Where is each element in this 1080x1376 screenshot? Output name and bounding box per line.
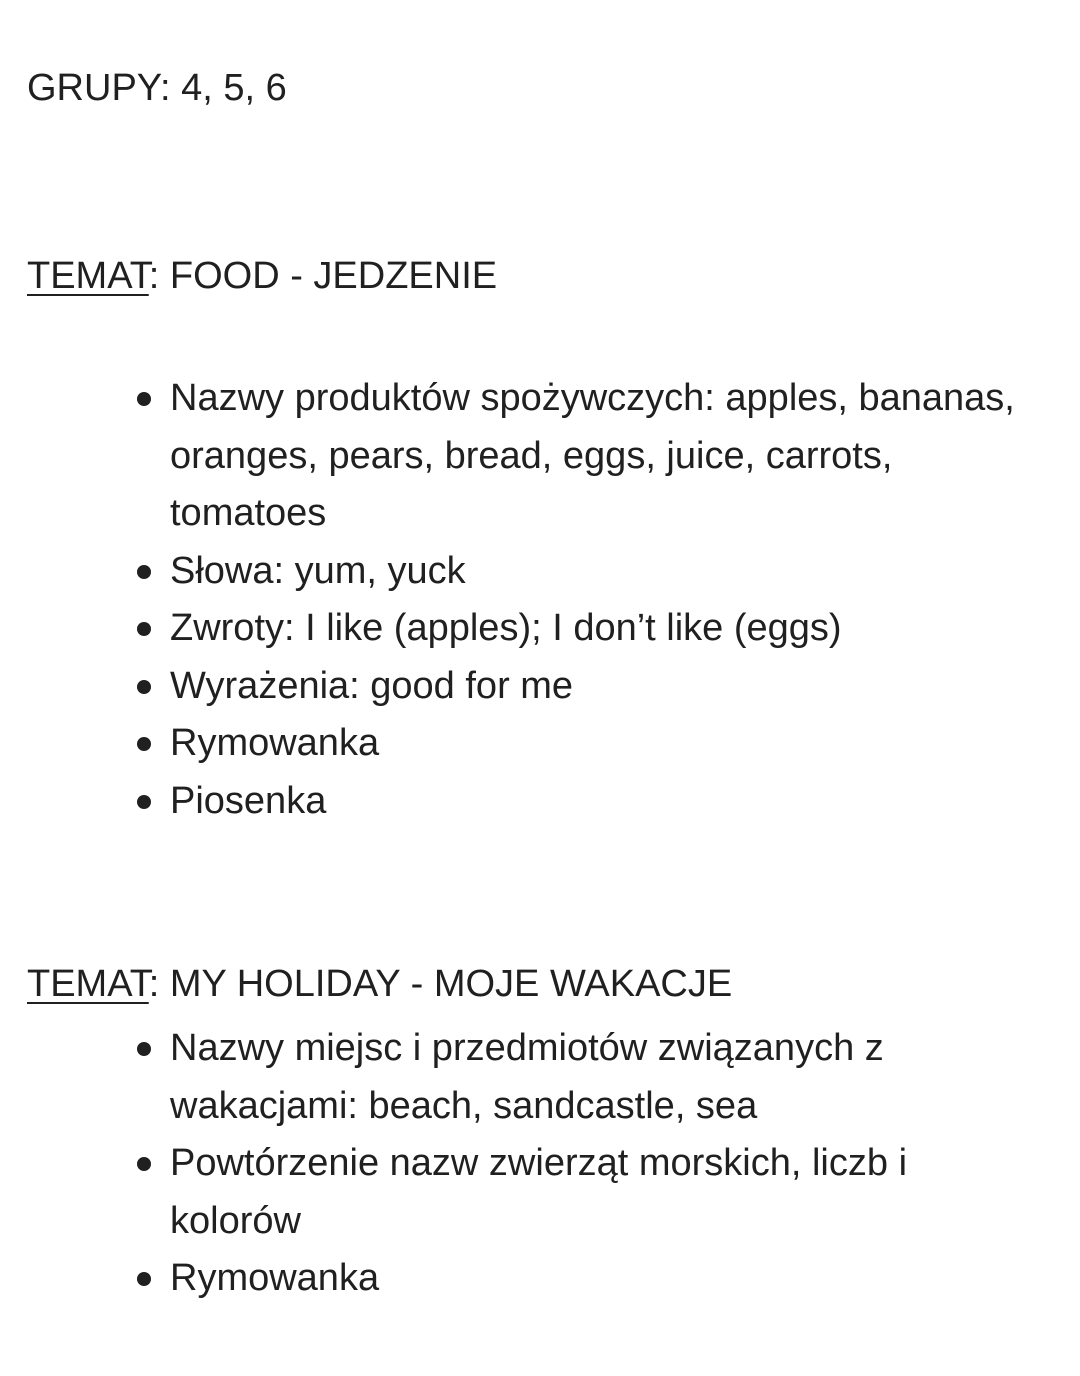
bullet-icon (137, 1272, 151, 1286)
section-title-food (27, 250, 497, 302)
list-item (170, 370, 1030, 543)
list-item-text: Rymowanka (170, 1257, 380, 1299)
bullet-icon (137, 680, 151, 694)
list-item-text: Rymowanka (170, 722, 380, 764)
list-item (170, 1020, 1030, 1135)
bullet-icon (137, 622, 151, 636)
bullet-icon (137, 795, 151, 809)
section-keyword: TEMAT (27, 255, 149, 297)
list-item (170, 1135, 1030, 1250)
bullet-icon (137, 392, 151, 406)
list-item (170, 600, 1030, 658)
holiday-topic-list (170, 1020, 1030, 1308)
list-item (170, 543, 1030, 601)
food-topic-list (170, 370, 1030, 830)
bullet-icon (137, 1042, 151, 1056)
list-item (170, 773, 1030, 831)
list-item-text: Słowa: yum, yuck (170, 549, 466, 592)
list-item-text: Wyrażenia: good for me (170, 664, 574, 707)
list-item (170, 1250, 1030, 1308)
section-title-holiday (27, 958, 732, 1010)
bullet-icon (137, 565, 151, 579)
list-item (170, 658, 1030, 716)
bullet-icon (137, 737, 151, 751)
section-title-text: : FOOD - JEDZENIE (148, 255, 498, 297)
list-item-text: Nazwy miejsc i przedmiotów związanych z wakacjami: beach, sandcastle, sea (170, 1027, 884, 1127)
groups-line: GRUPY: 4, 5, 6 (27, 67, 287, 109)
list-item-text: Powtórzenie nazw zwierząt morskich, liczb i kolorów (170, 1142, 908, 1242)
list-item-text: Zwroty: I like (apples); I don’t like (eggs) (170, 607, 842, 649)
bullet-icon (137, 1157, 151, 1171)
section-keyword: TEMAT (27, 963, 149, 1005)
list-item-text: Piosenka (170, 779, 327, 822)
list-item (170, 715, 1030, 773)
list-item-text: Nazwy produktów spożywczych: apples, bananas, oranges, pears, bread, eggs, juice, carrots, tomatoes (170, 377, 1015, 534)
section-title-text: : MY HOLIDAY - MOJE WAKACJE (148, 963, 733, 1005)
